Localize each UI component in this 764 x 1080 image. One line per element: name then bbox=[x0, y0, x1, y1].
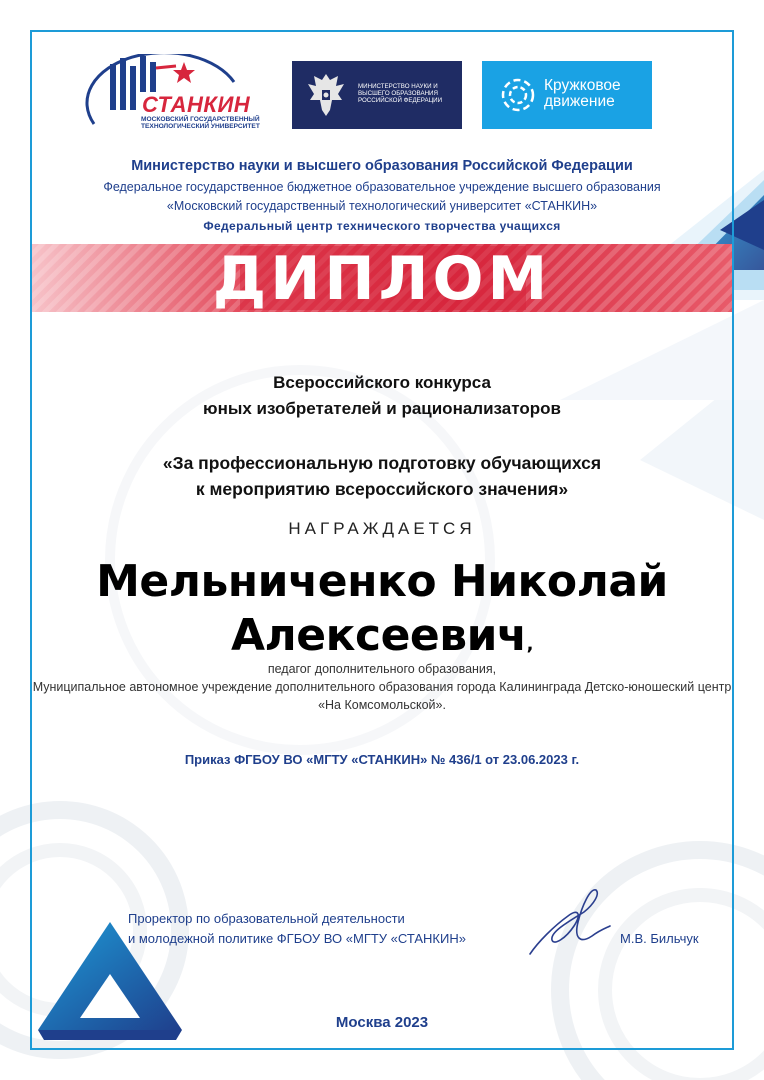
eagle-emblem-icon bbox=[304, 70, 348, 120]
stankin-logo bbox=[84, 54, 264, 140]
recipient-patronymic: Алексеевич bbox=[231, 610, 527, 661]
recipient-organization-name: «На Комсомольской». bbox=[318, 698, 446, 712]
recipient-name-line-1: Мельниченко Николай bbox=[96, 556, 668, 607]
circle-links-icon bbox=[498, 75, 538, 115]
nomination-line-1: «За профессиональную подготовку обучающихся bbox=[162, 453, 602, 473]
signatory-title-line-1: Проректор по образовательной деятельности bbox=[128, 911, 405, 926]
header-center: Федеральный центр технического творчества учащихся bbox=[203, 219, 561, 233]
ministry-logo-text: МИНИСТЕРСТВО НАУКИ И ВЫСШЕГО ОБРАЗОВАНИЯ РОССИЙСКОЙ ФЕДЕРАЦИИ bbox=[358, 83, 443, 105]
recipient-name-comma: , bbox=[526, 634, 533, 655]
nomination-line-2: к мероприятию всероссийского значения» bbox=[195, 479, 569, 499]
contest-line-2: юных изобретателей и рационализаторов bbox=[203, 399, 561, 418]
contest-line-1: Всероссийского конкурса bbox=[273, 373, 491, 392]
header-university: «Московский государственный технологический университет «СТАНКИН» bbox=[166, 199, 598, 213]
stankin-logo-subtitle: МОСКОВСКИЙ ГОСУДАРСТВЕННЫЙ ТЕХНОЛОГИЧЕСКИЙ УНИВЕРСИТЕТ bbox=[141, 116, 260, 131]
kruzhkovoe-dvizhenie-logo bbox=[482, 61, 652, 129]
recipient-organization: Муниципальное автономное учреждение дополнительного образования города Калининграда Детско-юношеский центр bbox=[32, 680, 732, 694]
order-reference: Приказ ФГБОУ ВО «МГТУ «СТАНКИН» № 436/1 от 23.06.2023 г. bbox=[184, 752, 580, 767]
recipient-position: педагог дополнительного образования, bbox=[267, 662, 497, 676]
diploma-title: ДИПЛОМ bbox=[212, 244, 552, 314]
ministry-logo bbox=[292, 61, 462, 129]
signatory-title-line-2: и молодежной политике ФГБОУ ВО «МГТУ «СТАНКИН» bbox=[128, 931, 466, 946]
header-institution-type: Федеральное государственное бюджетное образовательное учреждение высшего образования bbox=[103, 180, 661, 194]
signatory-name: М.В. Бильчук bbox=[620, 931, 699, 946]
header-ministry: Министерство науки и высшего образования Российской Федерации bbox=[131, 158, 633, 174]
handwritten-signature bbox=[524, 886, 614, 962]
recipient-name-line-2 bbox=[40, 610, 724, 661]
footer-city-year: Москва 2023 bbox=[335, 1014, 429, 1031]
kruzhok-logo-text: Кружковое движение bbox=[544, 77, 621, 110]
awarded-label: НАГРАЖДАЕТСЯ bbox=[288, 519, 476, 538]
stankin-logo-name: СТАНКИН bbox=[142, 92, 251, 117]
